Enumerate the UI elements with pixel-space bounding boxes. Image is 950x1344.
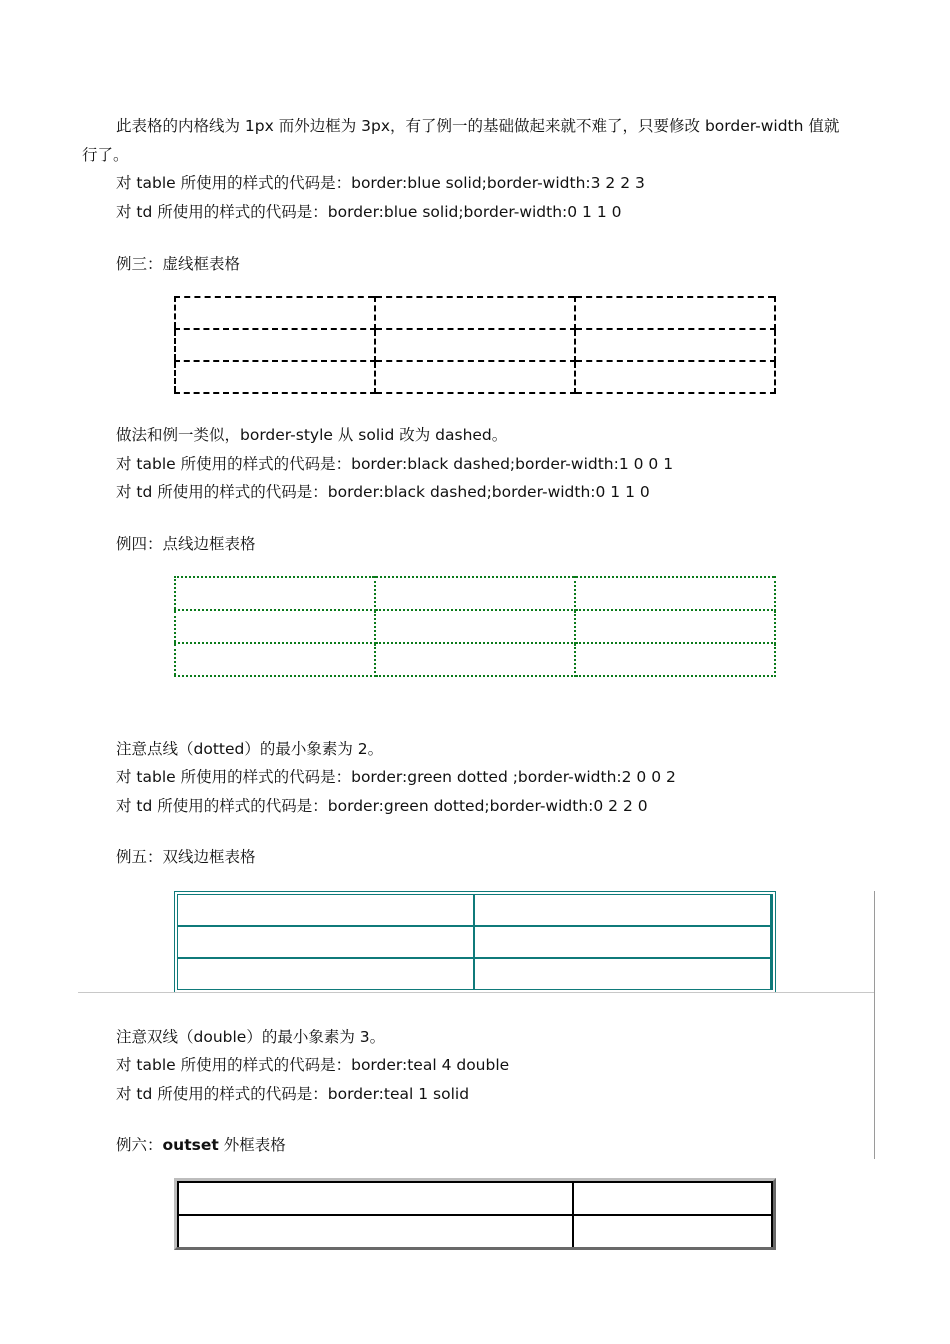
- example3-td-code: 对 td 所使用的样式的代码是：border:black dashed;border-width:0 1 1 0: [116, 483, 650, 501]
- table-cell: [375, 297, 575, 329]
- table-cell: [375, 329, 575, 361]
- table-cell: [375, 577, 575, 610]
- table-cell: [475, 927, 772, 959]
- vertical-divider: [874, 891, 875, 1159]
- intro-paragraph-line1: 此表格的内格线为 1px 而外边框为 3px，有了例一的基础做起来就不难了，只要修改 border-width 值就: [116, 117, 840, 135]
- horizontal-divider: [78, 992, 874, 993]
- ex2-td-code: 对 td 所使用的样式的代码是：border:blue solid;border-width:0 1 1 0: [116, 203, 622, 221]
- example4-title: 例四：点线边框表格: [116, 535, 256, 553]
- table-cell: [175, 361, 375, 393]
- table-cell: [175, 329, 375, 361]
- example6-title-keyword: outset: [162, 1136, 219, 1154]
- table-cell: [178, 927, 475, 959]
- table-cell: [175, 297, 375, 329]
- table-cell: [375, 361, 575, 393]
- table-cell: [575, 643, 775, 676]
- table-cell: [475, 895, 772, 927]
- table-row: [175, 577, 775, 610]
- table-row: [178, 959, 772, 989]
- table-cell: [575, 610, 775, 643]
- table-cell: [177, 1216, 574, 1247]
- outset-border-table: [174, 1178, 776, 1250]
- table-cell: [475, 959, 772, 989]
- table-row: [175, 361, 775, 393]
- table-row: [175, 643, 775, 676]
- example5-note: 注意双线（double）的最小象素为 3。: [116, 1028, 386, 1046]
- example4-table-code: 对 table 所使用的样式的代码是：border:green dotted ;border-width:2 0 0 2: [116, 768, 676, 786]
- dotted-border-table: [174, 576, 776, 677]
- dashed-border-table: [174, 296, 776, 394]
- table-row: [178, 927, 772, 959]
- example5-title: 例五：双线边框表格: [116, 848, 256, 866]
- intro-paragraph-line2: 行了。: [82, 146, 129, 164]
- table-row: [175, 297, 775, 329]
- table-cell: [575, 297, 775, 329]
- example6-title-suffix: 外框表格: [218, 1136, 286, 1154]
- example5-td-code: 对 td 所使用的样式的代码是：border:teal 1 solid: [116, 1085, 470, 1103]
- table-row: [177, 1216, 773, 1247]
- example5-table-code: 对 table 所使用的样式的代码是：border:teal 4 double: [116, 1056, 510, 1074]
- example3-title: 例三：虚线框表格: [116, 255, 241, 273]
- table-row: [175, 329, 775, 361]
- table-cell: [575, 329, 775, 361]
- example4-note: 注意点线（dotted）的最小象素为 2。: [116, 740, 384, 758]
- table-row: [175, 610, 775, 643]
- table-cell: [574, 1181, 773, 1216]
- table-cell: [175, 577, 375, 610]
- ex2-table-code: 对 table 所使用的样式的代码是：border:blue solid;border-width:3 2 2 3: [116, 174, 645, 192]
- table-cell: [177, 1181, 574, 1216]
- example3-note: 做法和例一类似，border-style 从 solid 改为 dashed。: [116, 426, 508, 444]
- table-cell: [375, 610, 575, 643]
- table-cell: [575, 361, 775, 393]
- table-cell: [178, 895, 475, 927]
- table-cell: [375, 643, 575, 676]
- table-cell: [175, 643, 375, 676]
- table-cell: [175, 610, 375, 643]
- example6-title: [116, 1135, 286, 1155]
- table-row: [177, 1181, 773, 1216]
- table-cell: [178, 959, 475, 989]
- table-cell: [574, 1216, 773, 1247]
- table-cell: [575, 577, 775, 610]
- example6-title-prefix: 例六：: [116, 1136, 163, 1154]
- double-border-table: [174, 891, 776, 993]
- table-row: [178, 895, 772, 927]
- example4-td-code: 对 td 所使用的样式的代码是：border:green dotted;border-width:0 2 2 0: [116, 797, 648, 815]
- example3-table-code: 对 table 所使用的样式的代码是：border:black dashed;border-width:1 0 0 1: [116, 455, 674, 473]
